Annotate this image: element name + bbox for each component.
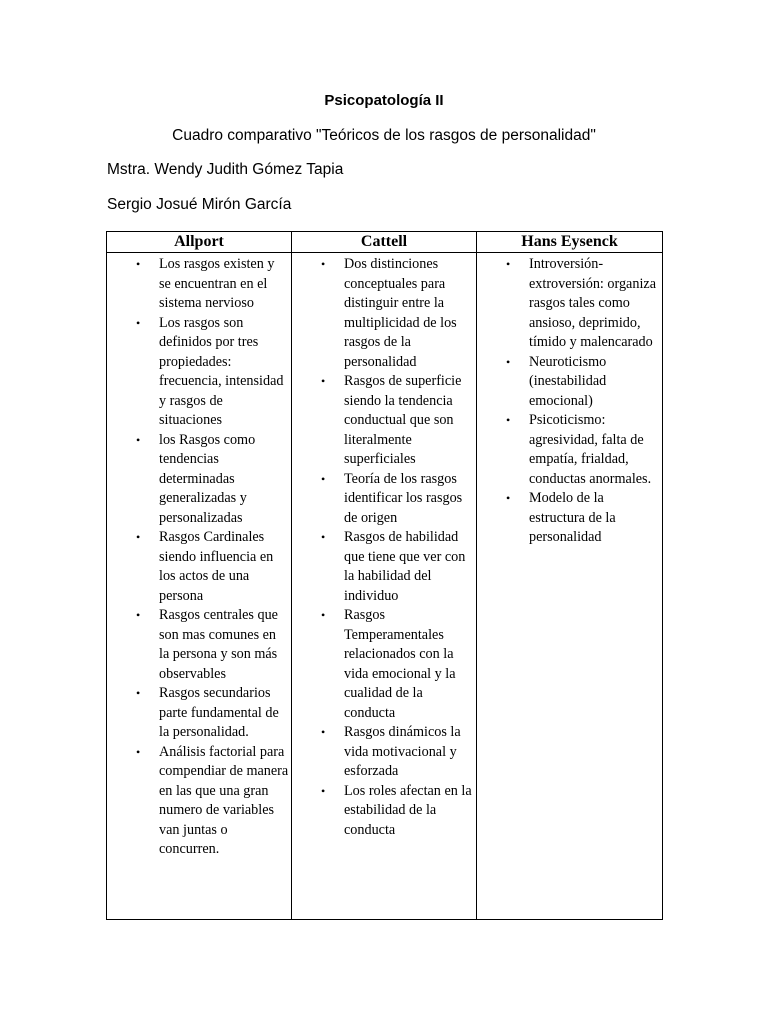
cattell-list: [294, 255, 474, 840]
list-item: [321, 723, 474, 782]
list-item: [321, 470, 474, 529]
list-item: [321, 528, 474, 606]
list-item-text: los Rasgos como tendencias determinadas generalizadas y personalizadas: [159, 431, 256, 526]
bullet-icon: •: [321, 608, 326, 622]
list-item-text: Rasgos Temperamentales relacionados con la vida emocional y la cualidad de la conducta: [344, 607, 456, 721]
list-item-text: Análisis factorial para compendiar de manera en las que una gran numero de variables van juntas o concurren.: [159, 743, 289, 857]
list-item: [136, 431, 289, 529]
list-item-text: Dos distinciones conceptuales para distinguir entre la multiplicidad de los rasgos de la personalidad: [344, 256, 457, 370]
header-allport: Allport: [107, 232, 292, 253]
list-item-text: Los rasgos existen y se encuentran en el sistema nervioso: [159, 256, 275, 311]
header-cattell: Cattell: [292, 232, 477, 253]
list-item-text: Teoría de los rasgos identificar los rasgos de origen: [344, 470, 463, 526]
list-item: [136, 528, 289, 606]
bullet-icon: •: [136, 315, 141, 330]
list-item-text: Rasgos de superficie siendo la tendencia conductual que son literalmente superficiales: [344, 373, 462, 467]
eysenck-list: [479, 255, 660, 548]
allport-list: [109, 255, 289, 860]
allport-cell: [107, 253, 292, 920]
bullet-icon: •: [136, 530, 141, 544]
list-item: [321, 255, 474, 372]
list-item: [506, 411, 660, 489]
list-item-text: Modelo de la estructura de la personalidad: [529, 490, 616, 545]
bullet-icon: •: [321, 374, 326, 388]
list-item: [136, 606, 289, 684]
list-item: [321, 606, 474, 723]
list-item: [136, 314, 289, 431]
list-item: [506, 255, 660, 353]
bullet-icon: •: [506, 257, 511, 271]
bullet-icon: •: [136, 608, 141, 622]
bullet-icon: •: [321, 783, 326, 798]
list-item-text: Rasgos Cardinales siendo influencia en los actos de una persona: [159, 529, 274, 604]
list-item: [506, 489, 660, 548]
bullet-icon: •: [136, 432, 141, 447]
document-title: Psicopatología II: [324, 92, 444, 109]
bullet-icon: •: [321, 530, 326, 544]
eysenck-cell: [477, 253, 663, 920]
list-item-text: Los rasgos son definidos por tres propiedades: frecuencia, intensidad y rasgos de situaciones: [159, 314, 284, 428]
bullet-icon: •: [506, 413, 511, 427]
document-subtitle: Cuadro comparativo "Teóricos de los rasgos de personalidad": [172, 127, 596, 144]
list-item-text: Rasgos de habilidad que tiene que ver con la habilidad del individuo: [344, 529, 466, 604]
bullet-icon: •: [136, 257, 141, 271]
bullet-icon: •: [321, 471, 326, 486]
list-item-text: Introversión-extroversión: organiza rasgos tales como ansioso, deprimido, tímido y malencarado: [529, 256, 656, 350]
list-item-text: Neuroticismo (inestabilidad emocional): [529, 353, 607, 409]
comparison-table: [106, 231, 663, 920]
bullet-icon: •: [506, 491, 511, 505]
list-item: [321, 782, 474, 841]
list-item-text: Psicoticismo: agresividad, falta de empatía, frialdad, conductas anormales.: [529, 412, 652, 487]
list-item: [136, 684, 289, 743]
list-item-text: Los roles afectan en la estabilidad de la conducta: [344, 782, 472, 838]
teacher-name: Mstra. Wendy Judith Gómez Tapia: [107, 161, 344, 178]
cattell-cell: [292, 253, 477, 920]
list-item-text: Rasgos dinámicos la vida motivacional y esforzada: [344, 724, 461, 779]
bullet-icon: •: [506, 354, 511, 369]
list-item-text: Rasgos centrales que son mas comunes en la persona y son más observables: [159, 607, 278, 682]
bullet-icon: •: [136, 686, 141, 700]
bullet-icon: •: [136, 744, 141, 759]
list-item: [136, 255, 289, 314]
header-hans-eysenck: Hans Eysenck: [477, 232, 663, 253]
table-body-row: [107, 253, 663, 920]
list-item: [321, 372, 474, 470]
student-name: Sergio Josué Mirón García: [107, 196, 292, 213]
bullet-icon: •: [321, 725, 326, 739]
list-item: [136, 743, 289, 860]
list-item-text: Rasgos secundarios parte fundamental de la personalidad.: [159, 685, 279, 740]
bullet-icon: •: [321, 257, 326, 271]
list-item: [506, 353, 660, 412]
table-header-row: [107, 232, 663, 253]
